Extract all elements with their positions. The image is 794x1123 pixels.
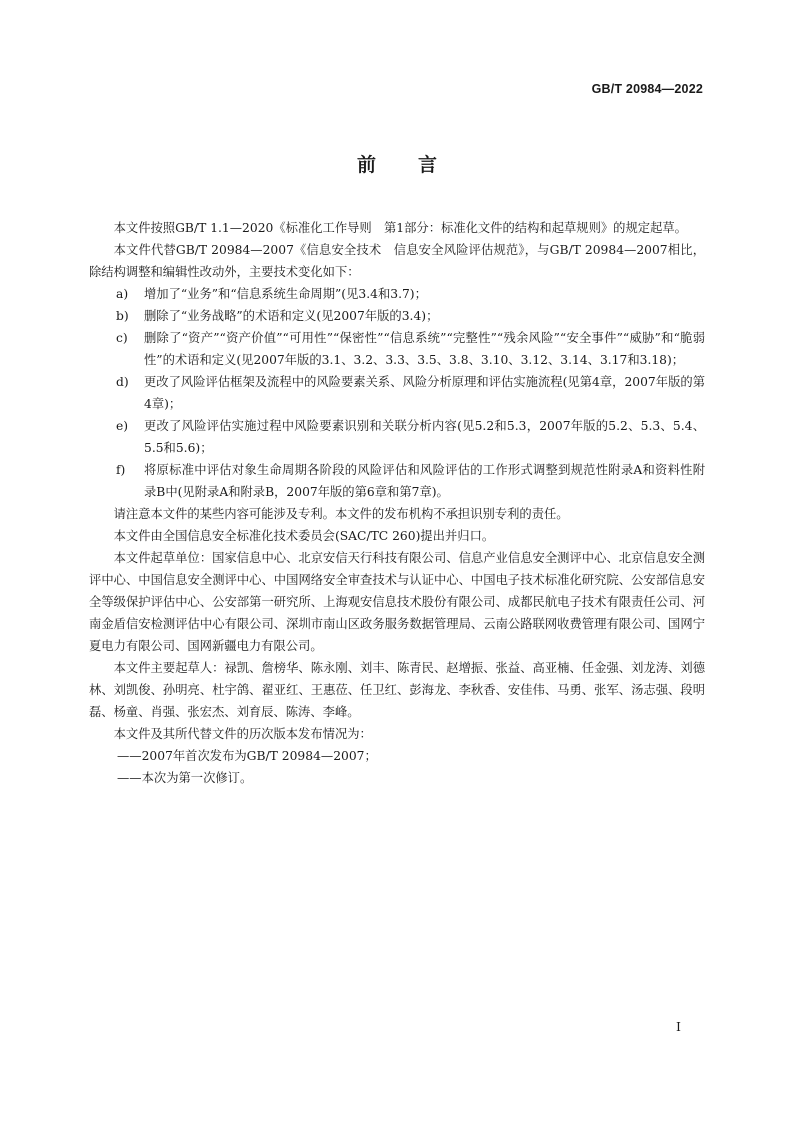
paragraph-patent-notice: 请注意本文件的某些内容可能涉及专利。本文件的发布机构不承担识别专利的责任。 [113, 507, 569, 521]
list-item [89, 283, 705, 305]
list-item-text: 更改了风险评估实施过程中风险要素识别和关联分析内容(见5.2和5.3，2007年版的5.2、5.3、5.4、5.5和5.6)； [144, 419, 705, 455]
page-number: I [676, 1019, 681, 1034]
standard-code: GB/T 20984—2022 [591, 82, 703, 96]
list-marker: e) [116, 419, 129, 433]
list-item-text: 增加了“业务”和“信息系统生命周期”(见3.4和3.7)； [144, 287, 427, 301]
list-item [89, 459, 705, 503]
list-item [89, 305, 705, 327]
list-item [89, 371, 705, 415]
paragraph-replaces: 本文件代替GB/T 20984—2007《信息安全技术 信息安全风险评估规范》，与GB/T 20984—2007相比，除结构调整和编辑性改动外，主要技术变化如下： [89, 243, 705, 279]
history-item: ——2007年首次发布为GB/T 20984—2007； [117, 749, 377, 763]
page-title: 前言 [356, 154, 479, 176]
list-marker: d) [116, 375, 129, 389]
list-marker: f) [116, 463, 126, 477]
paragraph-proposed-by: 本文件由全国信息安全标准化技术委员会(SAC/TC 260)提出并归口。 [113, 529, 495, 543]
list-item-text: 更改了风险评估框架及流程中的风险要素关系、风险分析原理和评估实施流程(见第4章，2007年版的第4章)； [144, 375, 705, 411]
paragraph-drafting-basis: 本文件按照GB/T 1.1—2020《标准化工作导则 第1部分：标准化文件的结构和起草规则》的规定起草。 [113, 221, 687, 235]
list-item-text: 删除了“业务战略”的术语和定义(见2007年版的3.4)； [144, 309, 439, 323]
list-marker: a) [116, 287, 129, 301]
list-item-text: 将原标准中评估对象生命周期各阶段的风险评估和风险评估的工作形式调整到规范性附录A和资料性附录B中(见附录A和附录B，2007年版的第6章和第7章)。 [144, 463, 705, 499]
paragraph-history-intro: 本文件及其所代替文件的历次版本发布情况为： [113, 727, 372, 741]
list-item-text: 删除了“资产”“资产价值”“可用性”“保密性”“信息系统”“完整性”“残余风险”“安全事件”“威胁”和“脆弱性”的术语和定义(见2007年版的3.1、3.2、3.3、3.5、3.8、3.10、3.12、3.14、3.17和3.18)； [144, 331, 705, 367]
technical-changes-list [89, 283, 705, 503]
history-item: ——本次为第一次修订。 [117, 771, 253, 785]
paragraph-drafters: 本文件主要起草人：禄凯、詹榜华、陈永刚、刘丰、陈青民、赵增振、张益、高亚楠、任金强、刘龙涛、刘德林、刘凯俊、孙明亮、杜宇鸽、翟亚红、王惠莅、任卫红、彭海龙、李秋香、安佳伟、马勇、张军、汤志强、段明磊、杨童、肖强、张宏杰、刘育辰、陈涛、李峰。 [89, 661, 705, 719]
list-marker: c) [116, 331, 128, 345]
list-item [89, 327, 705, 371]
paragraph-drafting-units: 本文件起草单位：国家信息中心、北京安信天行科技有限公司、信息产业信息安全测评中心、北京信息安全测评中心、中国信息安全测评中心、中国网络安全审查技术与认证中心、中国电子技术标准化研究院、公安部信息安全等级保护评估中心、公安部第一研究所、上海观安信息技术股份有限公司、成都民航电子技术有限责任公司、河南金盾信安检测评估中心有限公司、深圳市南山区政务服务数据管理局、云南公路联网收费管理有限公司、国网宁夏电力有限公司、国网新疆电力有限公司。 [89, 551, 705, 653]
list-item [89, 415, 705, 459]
list-marker: b) [116, 309, 129, 323]
foreword-body [89, 217, 705, 789]
